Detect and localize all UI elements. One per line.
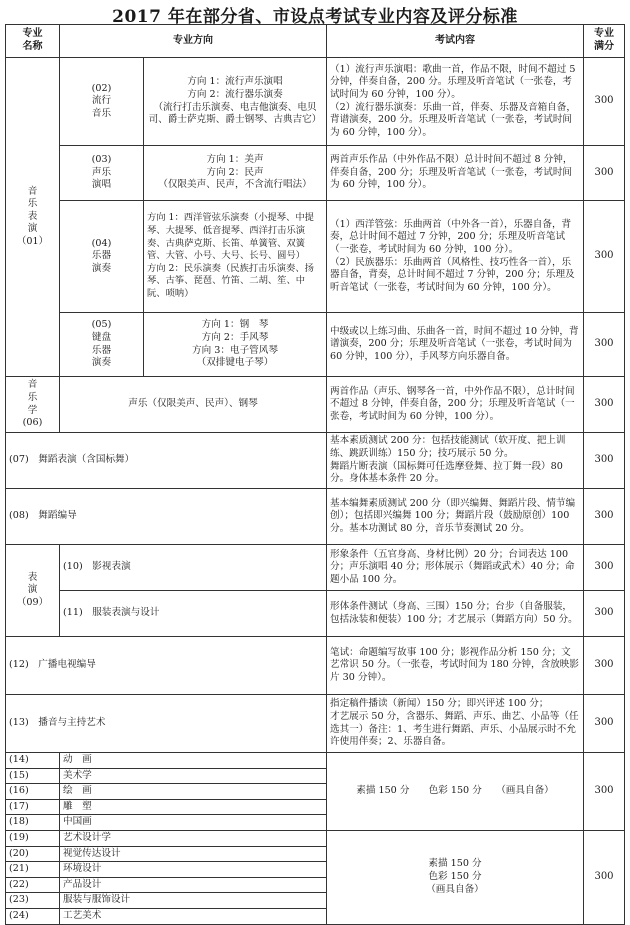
item-number: (17) — [6, 799, 60, 815]
table-row — [6, 695, 625, 753]
exam-content: 形体条件测试（身高、三围）150 分；台步（自备服装，包括泳装和便装）100 分；才艺展示（舞蹈方向）50 分。 — [327, 591, 584, 637]
item-name: 环境设计 — [60, 862, 327, 878]
exam-content: 中级或以上练习曲、乐曲各一首，时间不超过 10 分钟，背谱演奏，200 分；乐理及听音笔试（一张卷，考试时间为 60 分钟，100 分），手风琴方向乐器自备。 — [327, 313, 584, 377]
table-row — [6, 545, 625, 591]
item-number: (22) — [6, 877, 60, 893]
table-row — [6, 830, 625, 846]
sub-major: (05) 键盘 乐器 演奏 — [60, 313, 144, 377]
header-score: 专业 满分 — [584, 25, 625, 58]
item-name: 产品设计 — [60, 877, 327, 893]
item-name: 工艺美术 — [60, 908, 327, 924]
table-row — [6, 201, 625, 313]
score: 300 — [584, 58, 625, 146]
score: 300 — [584, 433, 625, 489]
table-row — [6, 591, 625, 637]
sub-major: (10) 影视表演 — [60, 545, 327, 591]
exam-content: 基本编舞素质测试 200 分（即兴编舞、舞蹈片段、情节编创）；包括即兴编舞 100 分；舞蹈片段（鼓励原创）100 分。基本功测试 80 分，音乐节奏测试 20 分。 — [327, 489, 584, 545]
direction: 方向 1：西洋管弦乐演奏（小提琴、中提琴、大提琴、低音提琴、西洋打击乐演奏、古典萨克斯、长笛、单簧管、双簧管、大管、小号、大号、长号、圆号） 方向 2：民乐演奏（民族打击乐演奏、扬琴、古筝、琵琶、竹笛、二胡、笙、中阮、唢呐） — [144, 201, 327, 313]
major-hosting: (13) 播音与主持艺术 — [6, 695, 327, 753]
table-row — [6, 433, 625, 489]
item-number: (24) — [6, 908, 60, 924]
score: 300 — [584, 313, 625, 377]
direction: 方向 1：流行声乐演唱 方向 2：流行器乐演奏 （流行打击乐演奏、电吉他演奏、电贝司、爵士萨克斯、爵士钢琴、古典吉它） — [144, 58, 327, 146]
score-table — [5, 24, 625, 925]
score: 300 — [584, 201, 625, 313]
direction: 方向 1：美声 方向 2：民声 （仅限美声、民声，不含流行唱法） — [144, 146, 327, 201]
major-choreography: (08) 舞蹈编导 — [6, 489, 327, 545]
table-row — [6, 58, 625, 146]
score: 300 — [584, 753, 625, 831]
header-name: 专业 名称 — [6, 25, 60, 58]
score: 300 — [584, 545, 625, 591]
item-name: 艺术设计学 — [60, 830, 327, 846]
table-header-row — [6, 25, 625, 58]
item-number: (23) — [6, 893, 60, 909]
exam-content: 素描 150 分 色彩 150 分 （画具自备） — [327, 830, 584, 924]
exam-content: 指定稿件播读（新闻）150 分；即兴评述 100 分； 才艺展示 50 分，含器乐、舞蹈、声乐、曲艺、小品等（任选其一）备注：1、考生进行舞蹈、声乐、小品展示时不允许使用伴奏；2、乐器自备。 — [327, 695, 584, 753]
score: 300 — [584, 830, 625, 924]
exam-content: 两首作品（声乐、钢琴各一首，中外作品不限），总计时间不超过 8 分钟，伴奏自备，200 分；乐理及听音笔试（一张卷，考试时间为 60 分钟，100 分）。 — [327, 377, 584, 433]
sub-major: (02) 流行 音乐 — [60, 58, 144, 146]
table-row — [6, 313, 625, 377]
item-number: (15) — [6, 768, 60, 784]
score: 300 — [584, 591, 625, 637]
item-name: 服装与服饰设计 — [60, 893, 327, 909]
exam-content: 两首声乐作品（中外作品不限）总计时间不超过 8 分钟，伴奏自备，200 分；乐理及听音笔试（一张卷，考试时间为 60 分钟，100 分）。 — [327, 146, 584, 201]
item-number: (19) — [6, 830, 60, 846]
item-name: 雕 塑 — [60, 799, 327, 815]
item-number: (14) — [6, 753, 60, 769]
item-number: (20) — [6, 846, 60, 862]
major-music-performance: 音 乐 表 演 （01） — [6, 58, 60, 377]
exam-content: （1）西洋管弦：乐曲两首（中外各一首），乐器自备，背奏，总计时间不超过 7 分钟，200 分；乐理及听音笔试（一张卷，考试时间为 60 分钟，100 分）。 （2）民族器乐：乐曲两首（风格性、技巧性各一首），乐器自备，背奏，总计时间不超过 7 分钟，200 分；乐理及听音笔试（一张卷，考试时间为 60 分钟，100 分）。 — [327, 201, 584, 313]
table-row — [6, 146, 625, 201]
item-number: (16) — [6, 784, 60, 800]
score: 300 — [584, 489, 625, 545]
major-dance-performance: (07) 舞蹈表演（含国标舞） — [6, 433, 327, 489]
table-row — [6, 377, 625, 433]
item-number: (18) — [6, 815, 60, 831]
exam-content: （1）流行声乐演唱：歌曲一首，作品不限，时间不超过 5 分钟，伴奏自备，200 分。乐理及听音笔试（一张卷，考试时间为 60 分钟，100 分）。 （2）流行器乐演奏：乐曲一首，伴奏、乐器及音箱自备，背谱演奏，200 分。乐理及听音笔试（一张卷，考试时间为 60 分钟，100 分）。 — [327, 58, 584, 146]
table-row — [6, 489, 625, 545]
direction: 声乐（仅限美声、民声）、钢琴 — [60, 377, 327, 433]
item-name: 中国画 — [60, 815, 327, 831]
exam-content: 形象条件（五官身高、身材比例）20 分；台词表达 100 分；声乐演唱 40 分；形体展示（舞蹈或武术）40 分；命题小品 100 分。 — [327, 545, 584, 591]
item-name: 动 画 — [60, 753, 327, 769]
item-name: 美术学 — [60, 768, 327, 784]
header-content: 考试内容 — [327, 25, 584, 58]
table-row — [6, 637, 625, 695]
direction: 方向 1：钢 琴 方向 2：手风琴 方向 3：电子管风琴 （双排键电子琴） — [144, 313, 327, 377]
exam-content: 笔试：命题编写故事 100 分；影视作品分析 150 分；文艺常识 50 分。（一张卷，考试时间为 180 分钟，含放映影片 30 分钟）。 — [327, 637, 584, 695]
exam-content: 基本素质测试 200 分：包括技能测试（软开度、把上训练、跳跃训练）150 分；技巧展示 50 分。 舞蹈片断表演（国标舞可任选摩登舞、拉丁舞一段）80 分。身体基本条件 20 分。 — [327, 433, 584, 489]
item-number: (21) — [6, 862, 60, 878]
item-name: 绘 画 — [60, 784, 327, 800]
item-name: 视觉传达设计 — [60, 846, 327, 862]
major-musicology: 音 乐 学 (06) — [6, 377, 60, 433]
table-row — [6, 753, 625, 769]
exam-content: 素描 150 分 色彩 150 分 （画具自备） — [327, 753, 584, 831]
major-acting: 表 演 （09） — [6, 545, 60, 637]
header-direction: 专业方向 — [60, 25, 327, 58]
score: 300 — [584, 695, 625, 753]
sub-major: (04) 乐器 演奏 — [60, 201, 144, 313]
score: 300 — [584, 377, 625, 433]
score: 300 — [584, 146, 625, 201]
sub-major: (11) 服装表演与设计 — [60, 591, 327, 637]
major-broadcast: (12) 广播电视编导 — [6, 637, 327, 695]
sub-major: (03) 声乐 演唱 — [60, 146, 144, 201]
page-title: 2017 年在部分省、市设点考试专业内容及评分标准 — [112, 7, 518, 27]
score: 300 — [584, 637, 625, 695]
